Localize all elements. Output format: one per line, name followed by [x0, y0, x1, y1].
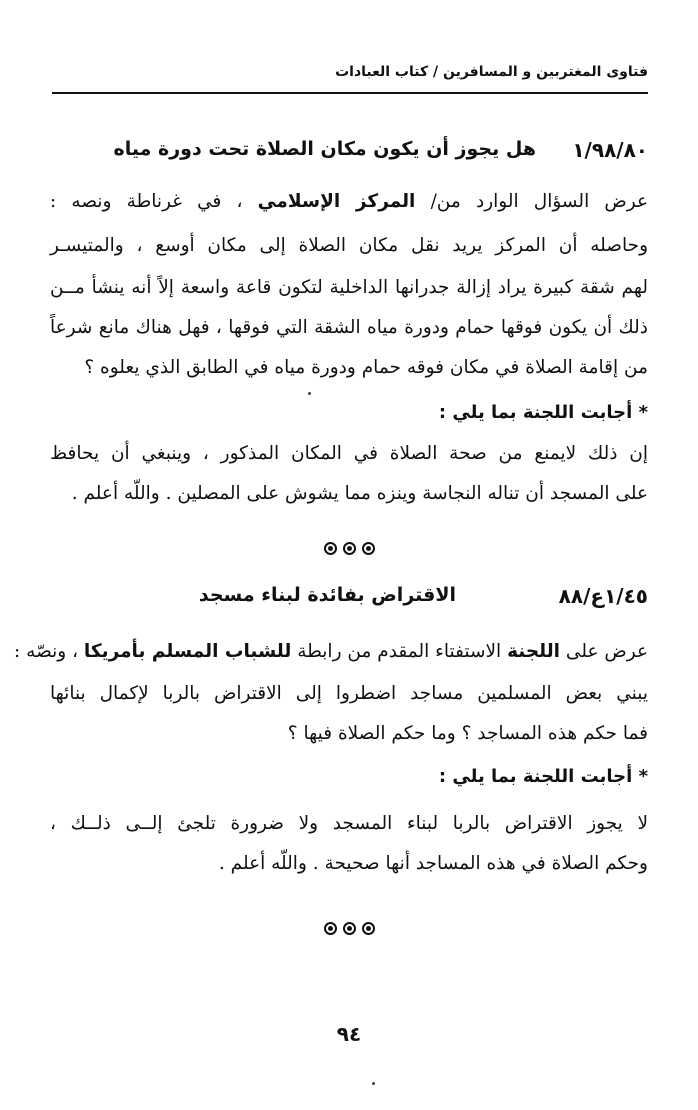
- answer-line: لا يجوز الاقتراض بالربا لبناء المسجد ولا ضرورة تلجئ إلــى ذلــك ،: [50, 813, 648, 834]
- question-line: فما حكم هذه المساجد ؟ وما حكم الصلاة فيها ؟: [287, 723, 648, 744]
- bold-phrase: المركز الإسلامي: [257, 191, 416, 212]
- question-line: عرض على اللجنة الاستفتاء المقدم من رابطة للشباب المسلم بأمريكا ، ونصّه :: [14, 641, 648, 662]
- section-heading-2: [52, 584, 648, 614]
- question-line: وحاصله أن المركز يريد نقل مكان الصلاة إلى مكان أوسع ، والمتيسـر: [50, 235, 648, 256]
- section-divider-ornament: [0, 922, 698, 939]
- answer-line: إن ذلك لايمنع من صحة الصلاة في المكان المذكور ، وينبغي أن يحافظ: [50, 443, 648, 464]
- question-line: لهم شقة كبيرة يراد إزالة جدرانها الداخلية لتكون قاعة واسعة إلاً أنه ينشأ مــن: [50, 277, 648, 298]
- fatwa-number: ١/٩٨/٨٠: [572, 138, 648, 162]
- answer-line: على المسجد أن تناله النجاسة وينزه مما يشوش على المصلين . واللّه أعلم .: [71, 483, 648, 504]
- question-line: عرض السؤال الوارد من/ المركز الإسلامي ، في غرناطة ونصه :: [50, 191, 648, 212]
- fatwa-number: ١/٤٥ع/٨٨: [558, 584, 648, 608]
- question-line: ذلك أن يكون فوقها حمام ودورة مياه الشقة التي فوقها ، فهل هناك مانع شرعاً: [50, 317, 648, 338]
- bold-phrase: اللجنة: [507, 641, 561, 662]
- page-number: ٩٤: [336, 1022, 362, 1046]
- running-header: فتاوى المغتربين و المسافرين / كتاب العبادات: [335, 64, 648, 80]
- question-line: يبني بعض المسلمين مساجد اضطروا إلى الاقتراض بالربا لإكمال بنائها: [50, 683, 648, 704]
- section-heading-1: [52, 138, 648, 168]
- fatwa-title: الاقتراض بفائدة لبناء مسجد: [198, 584, 456, 606]
- answer-heading: * أجابت اللجنة بما يلي :: [438, 402, 648, 423]
- answer-heading: * أجابت اللجنة بما يلي :: [438, 766, 648, 787]
- answer-line: وحكم الصلاة في هذه المساجد أنها صحيحة . واللّه أعلم .: [218, 853, 648, 874]
- header-rule: [52, 92, 648, 94]
- question-line: من إقامة الصلاة في مكان فوقه حمام ودورة مياه في الطابق الذي يعلوه ؟: [84, 357, 648, 378]
- scan-speck: [372, 1082, 375, 1085]
- scan-speck: [308, 392, 311, 395]
- section-divider-ornament: [0, 542, 698, 559]
- fatwa-title: هل يجوز أن يكون مكان الصلاة تحت دورة مياه: [113, 138, 536, 160]
- bold-phrase: للشباب المسلم بأمريكا: [83, 641, 292, 662]
